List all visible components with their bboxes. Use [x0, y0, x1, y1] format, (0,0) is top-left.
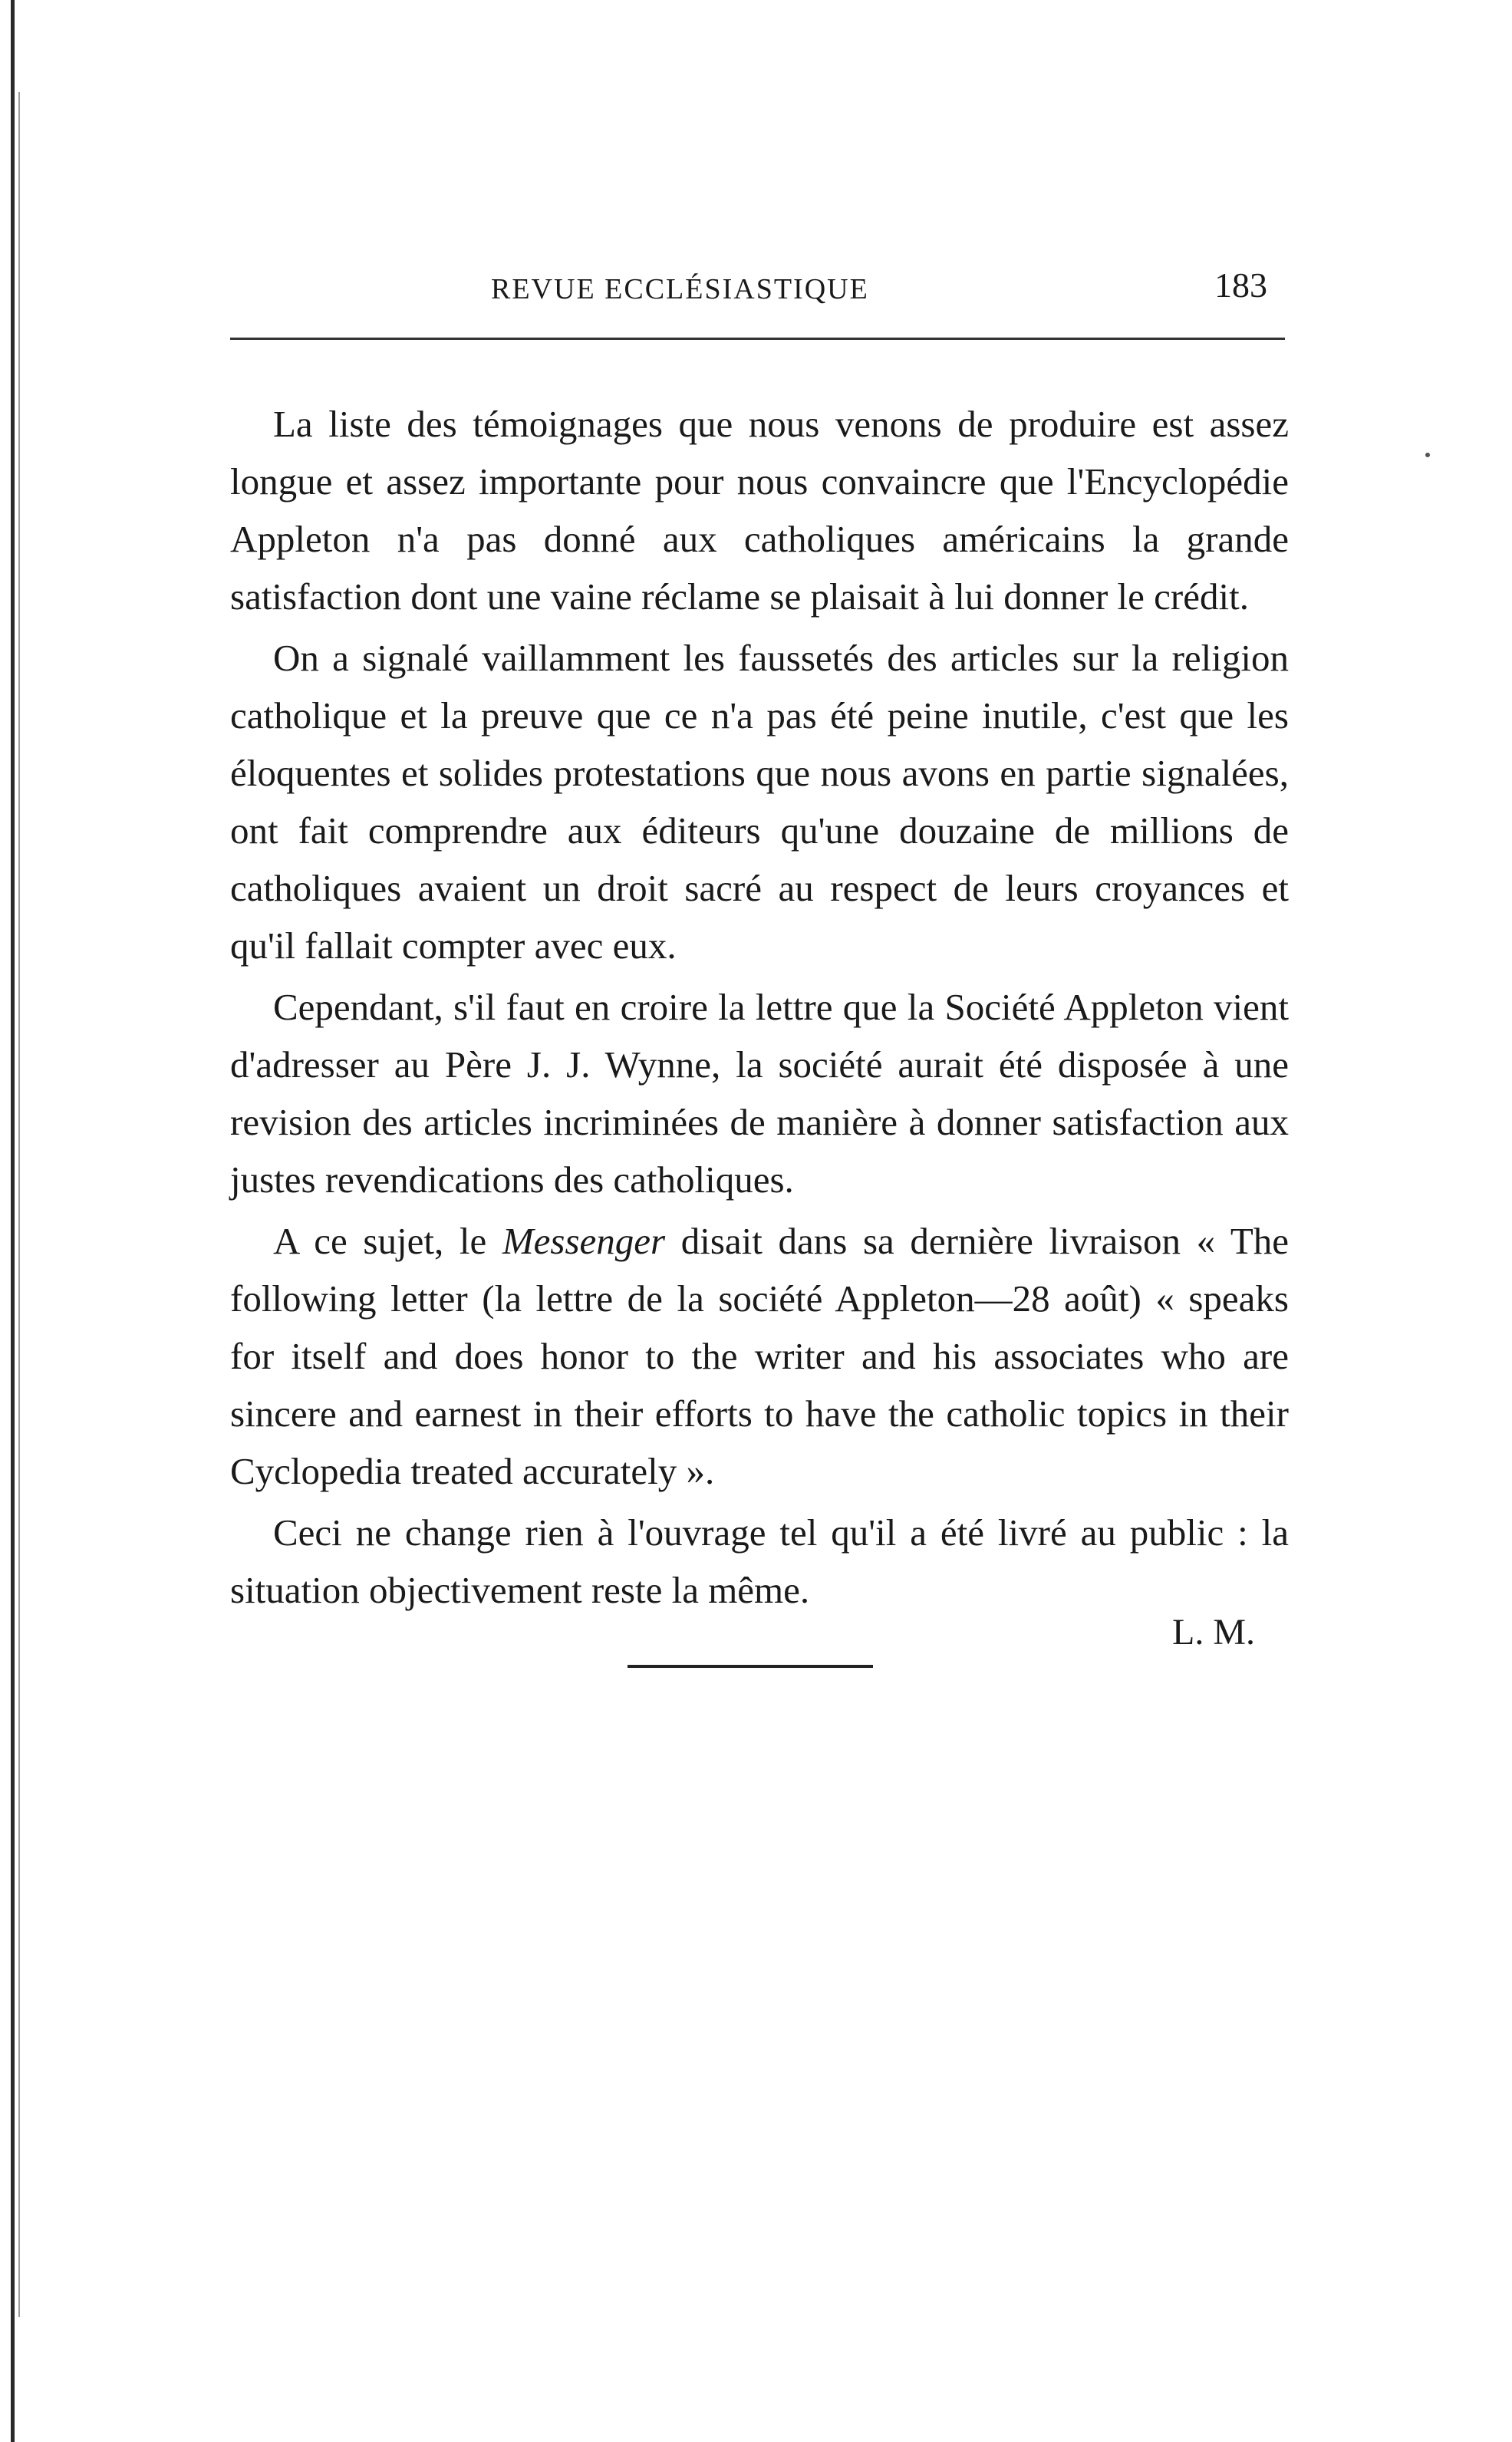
- ink-speck: [1425, 453, 1430, 457]
- paragraph-4-lead: A ce sujet, le: [273, 1220, 502, 1262]
- header-rule: [230, 338, 1285, 340]
- article-body: [230, 395, 1289, 1623]
- paragraph-4: [230, 1212, 1289, 1500]
- paragraph-1: La liste des témoignages que nous venons de produire est assez longue et assez importante pour nous convaincre que l'Encyclopédie Appleton n'a pas donné aux catholiques américains la grande satisfaction dont une vaine réclame se plaisait à lui donner le crédit.: [230, 403, 1289, 618]
- paragraph-2: On a signalé vaillamment les faussetés des articles sur la religion catholique et la preuve que ce n'a pas été peine inutile, c'est que les éloquentes et solides protestations que nous avons en partie signalées, ont fait comprendre aux éditeurs qu'une douzaine de millions de catholiques avaient un droit sacré au respect de leurs croyances et qu'il fallait compter avec eux.: [230, 637, 1289, 967]
- publication-title: Messenger: [502, 1220, 666, 1262]
- page-number: 183: [1214, 265, 1267, 305]
- author-initials: L. M.: [1172, 1612, 1255, 1653]
- running-header: REVUE ECCLÉSIASTIQUE: [491, 273, 869, 305]
- paragraph-4-rest: disait dans sa dernière livraison « The following letter (la lettre de la société Appleton—28 août) « speaks for itself and does honor to the writer and his associates who are sincere and earnest in their efforts to have the catholic topics in their Cyclopedia treated accurately ».: [230, 1220, 1290, 1492]
- paragraph-3: Cependant, s'il faut en croire la lettre que la Société Appleton vient d'adresser au Père J. J. Wynne, la société aurait été disposée à une revision des articles incriminées de manière à donner satisfaction aux justes revendications des catholiques.: [230, 986, 1289, 1201]
- paragraph-5: Ceci ne change rien à l'ouvrage tel qu'il a été livré au public : la situation objectivement reste la même.: [230, 1511, 1289, 1611]
- page-binding-shadow: [18, 92, 20, 2317]
- closing-rule: [628, 1665, 873, 1668]
- page-binding-edge: [11, 0, 15, 2442]
